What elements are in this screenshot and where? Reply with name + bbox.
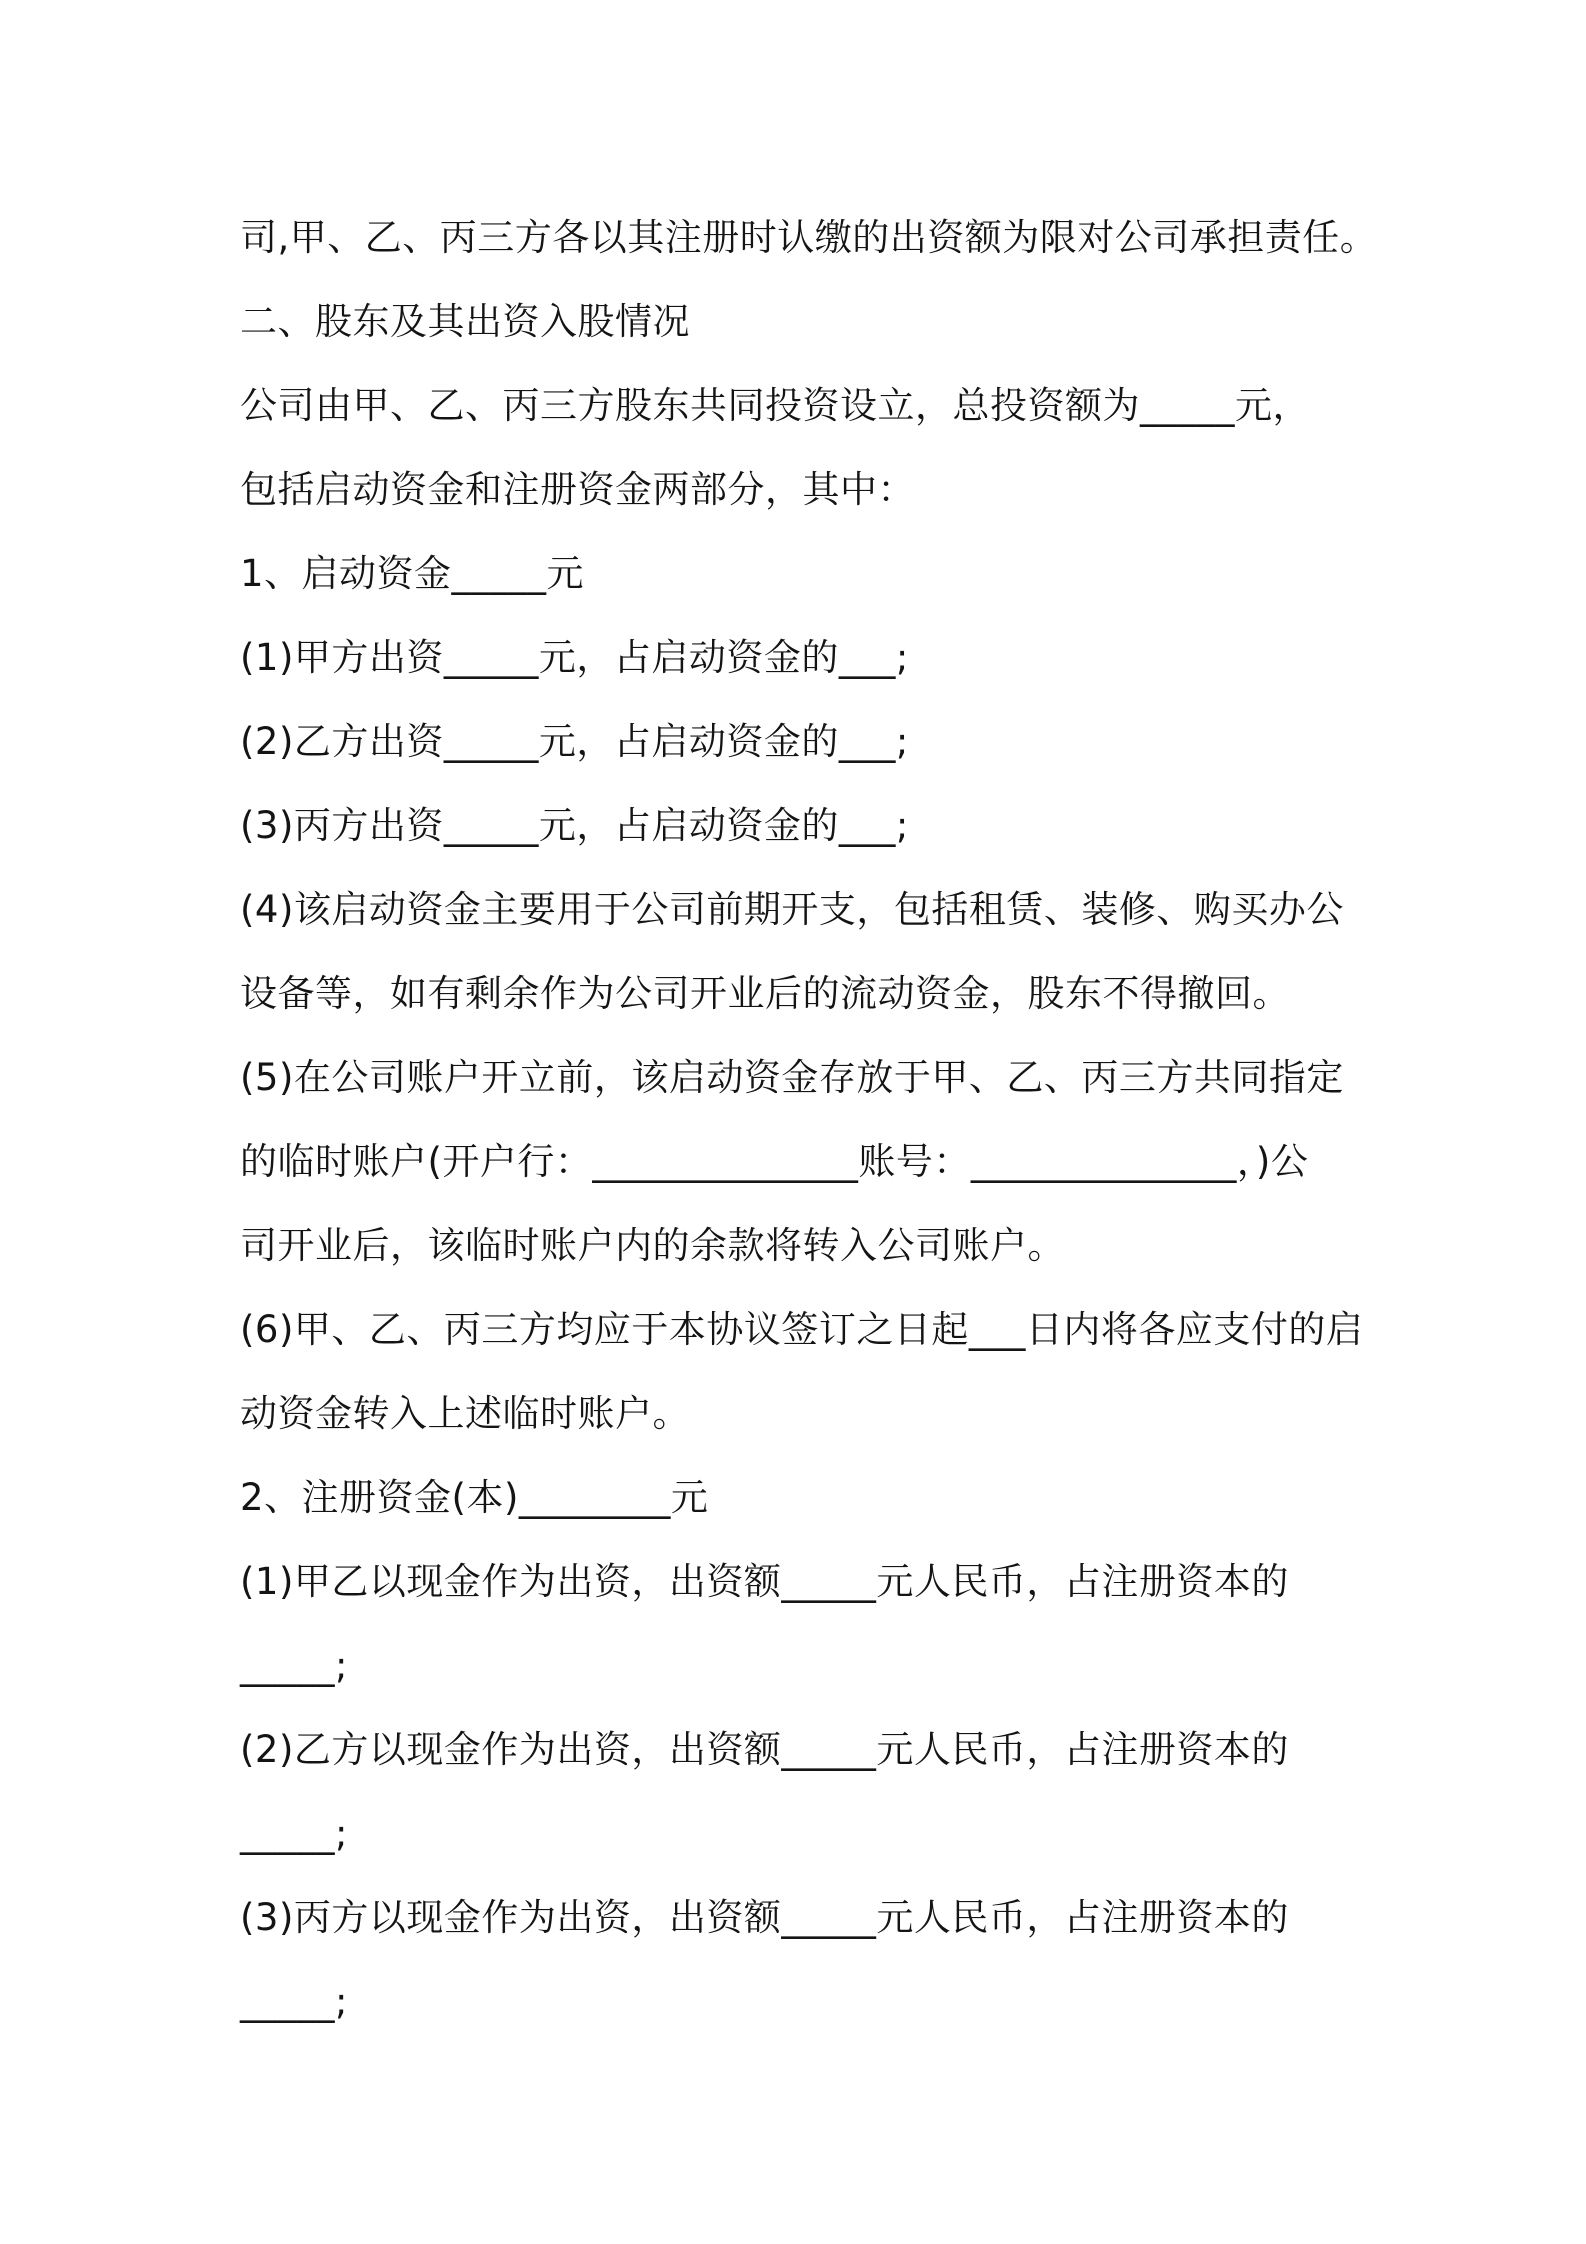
text-line: _____; xyxy=(240,1812,348,1855)
subsection-heading: 1、启动资金_____元 xyxy=(240,552,585,595)
text-line: _____; xyxy=(240,1644,348,1687)
text-line: 司,甲、乙、丙三方各以其注册时认缴的出资额为限对公司承担责任。 xyxy=(240,216,1378,259)
text-line: (5)在公司账户开立前，该启动资金存放于甲、乙、丙三方共同指定 xyxy=(240,1056,1344,1099)
text-line: (6)甲、乙、丙三方均应于本协议签订之日起___日内将各应支付的启 xyxy=(240,1308,1364,1351)
text-line: (1)甲方出资_____元，占启动资金的___; xyxy=(240,636,909,679)
text-line: 司开业后，该临时账户内的余款将转入公司账户。 xyxy=(240,1224,1065,1267)
document-body xyxy=(240,196,1378,2044)
text-line: 设备等，如有剩余作为公司开业后的流动资金，股东不得撤回。 xyxy=(240,972,1290,1015)
subsection-heading: 2、注册资金(本)________元 xyxy=(240,1476,709,1519)
text-line: 的临时账户(开户行：______________账号：______________，)公 xyxy=(240,1140,1309,1183)
text-line: (3)丙方以现金作为出资，出资额_____元人民币，占注册资本的 xyxy=(240,1896,1289,1939)
text-line: 动资金转入上述临时账户。 xyxy=(240,1392,690,1435)
text-line: _____; xyxy=(240,1980,348,2023)
section-heading: 二、股东及其出资入股情况 xyxy=(240,300,690,343)
text-line: (3)丙方出资_____元，占启动资金的___; xyxy=(240,804,909,847)
text-line: (4)该启动资金主要用于公司前期开支，包括租赁、装修、购买办公 xyxy=(240,888,1344,931)
text-line: (2)乙方以现金作为出资，出资额_____元人民币，占注册资本的 xyxy=(240,1728,1289,1771)
text-line: (1)甲乙以现金作为出资，出资额_____元人民币，占注册资本的 xyxy=(240,1560,1289,1603)
text-line: 公司由甲、乙、丙三方股东共同投资设立，总投资额为_____元， xyxy=(240,384,1310,427)
text-line: 包括启动资金和注册资金两部分，其中： xyxy=(240,468,915,511)
text-line: (2)乙方出资_____元，占启动资金的___; xyxy=(240,720,909,763)
